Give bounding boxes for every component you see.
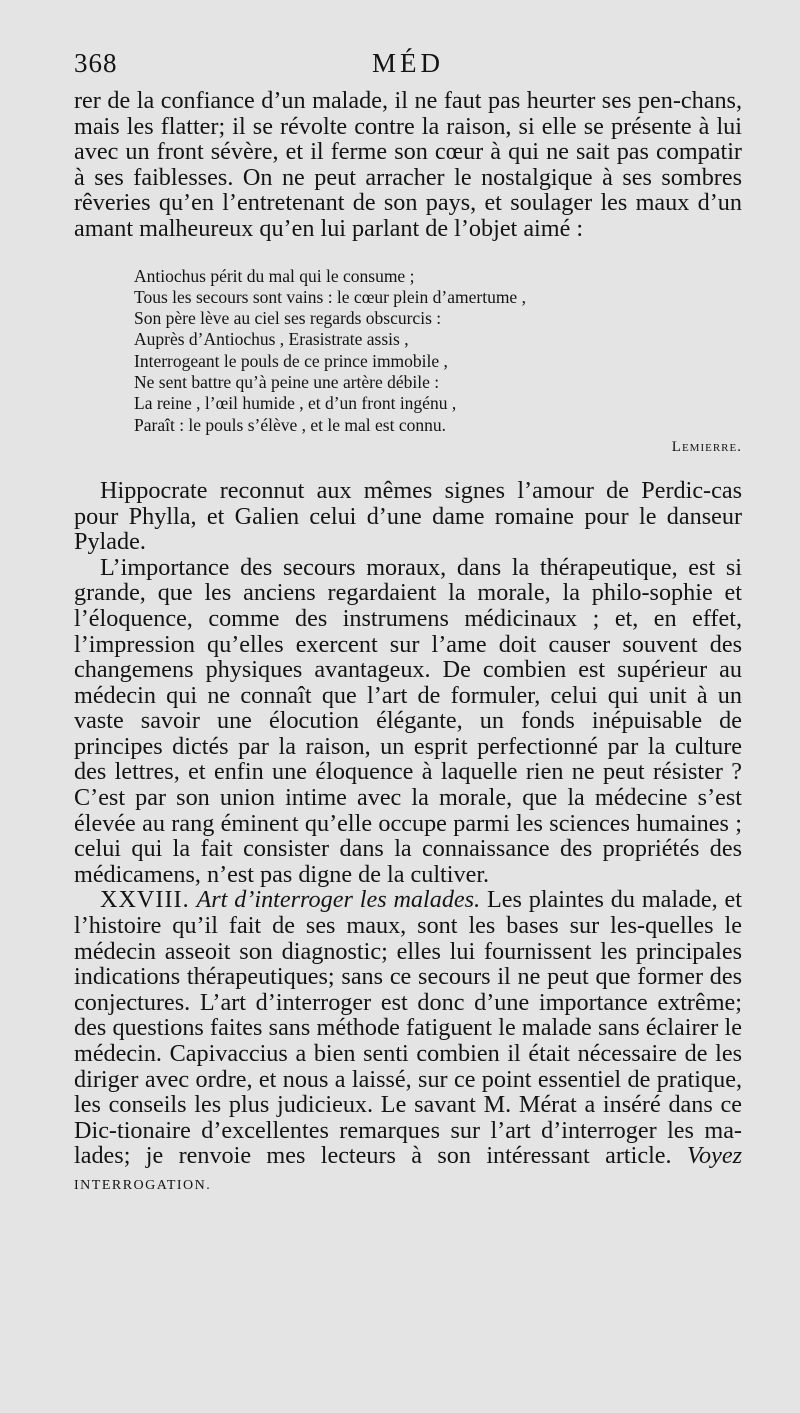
paragraph-secours-moraux: L’importance des secours moraux, dans la thérapeutique, est si grande, que les anciens regardaient la morale, la philo-sophie et l’éloquence, comme des instrumens médicinaux ; et, en effet, l’impression qu’elles exercent sur l’ame doit causer souvent des changemens physiques avantageux. De combien est supérieur au médecin qui ne connaît que l’art de formuler, celui qui unit à un vaste savoir une élocution élégante, un fonds inépuisable de principes dictés par la raison, un esprit perfectionné par la culture des lettres, et enfin une éloquence à laquelle rien ne peut résister ? C’est par son union intime avec la morale, que la médecine s’est élevée au rang éminent qu’elle occupe parmi les sciences humaines ; celui qui la fait consister dans la connaissance des propriétés des médicamens, n’est pas digne de la cultiver. xyxy=(74,553,742,888)
verse-quotation xyxy=(134,266,742,458)
section-text: Les plaintes du malade, et l’histoire qu’il fait de ses maux, sont les bases sur les-quelles le médecin asseoit son diagnostic; elles lui fournissent les principales indications thérapeutiques; sans ce secours il ne peut que former des conjectures. L’art d’interroger est donc d’une importance extrême; des questions faites sans méthode fatiguent le malade sans éclairer le médecin. Capivaccius a bien senti combien il était nécessaire de les diriger avec ordre, et nous a laissé, sur ce point essentiel de pratique, les conseils les plus judicieux. Le savant M. Mérat a inséré dans ce Dic-tionaire d’excellentes remarques sur l’art d’interroger les ma-lades; je renvoie mes lecteurs à son intéressant article. xyxy=(74,886,743,1170)
verse-line: La reine , l’œil humide , et d’un front ingénu , xyxy=(134,393,457,414)
section-title: Art d’interroger les malades. xyxy=(196,886,481,914)
section-xxviii xyxy=(74,887,742,1198)
verse-author: Lemierre. xyxy=(671,438,742,455)
page-number: 368 xyxy=(74,48,118,78)
paragraph-continued: rer de la confiance d’un malade, il ne faut pas heurter ses pen-chans, mais les flatter; il se révolte contre la raison, si elle se présente à lui avec un front sévère, et il ferme son cœur à qui ne sait pas compatir à ses faiblesses. On ne peut arracher le nostalgique à ses sombres rêveries qu’en l’entretenant de son pays, et soulager les maux d’un amant malheureux qu’en lui parlant de l’objet aimé : xyxy=(74,87,742,242)
section-number: XXVIII. xyxy=(100,886,190,914)
running-head: MÉD xyxy=(372,48,444,78)
verse-line: Ne sent battre qu’à peine une artère débile : xyxy=(134,372,440,393)
verse-line: Auprès d’Antiochus , Erasistrate assis , xyxy=(134,329,409,350)
body-text xyxy=(74,88,742,1199)
see-reference: Voyez xyxy=(686,1142,743,1170)
verse-line: Paraît : le pouls s’élève , et le mal est connu. xyxy=(134,414,446,435)
paragraph-hippocrate: Hippocrate reconnut aux mêmes signes l’amour de Perdic-cas pour Phylla, et Galien celui d’une dame romaine pour le danseur Pylade. xyxy=(74,476,742,556)
page-header xyxy=(74,48,742,88)
verse-line: Interrogeant le pouls de ce prince immobile , xyxy=(134,350,448,371)
verse-line: Tous les secours sont vains : le cœur plein d’amertume , xyxy=(134,286,526,307)
cross-reference-target: INTERROGATION. xyxy=(74,1177,212,1193)
verse-line: Son père lève au ciel ses regards obscurcis : xyxy=(134,308,442,329)
verse-line: Antiochus périt du mal qui le consume ; xyxy=(134,265,415,286)
